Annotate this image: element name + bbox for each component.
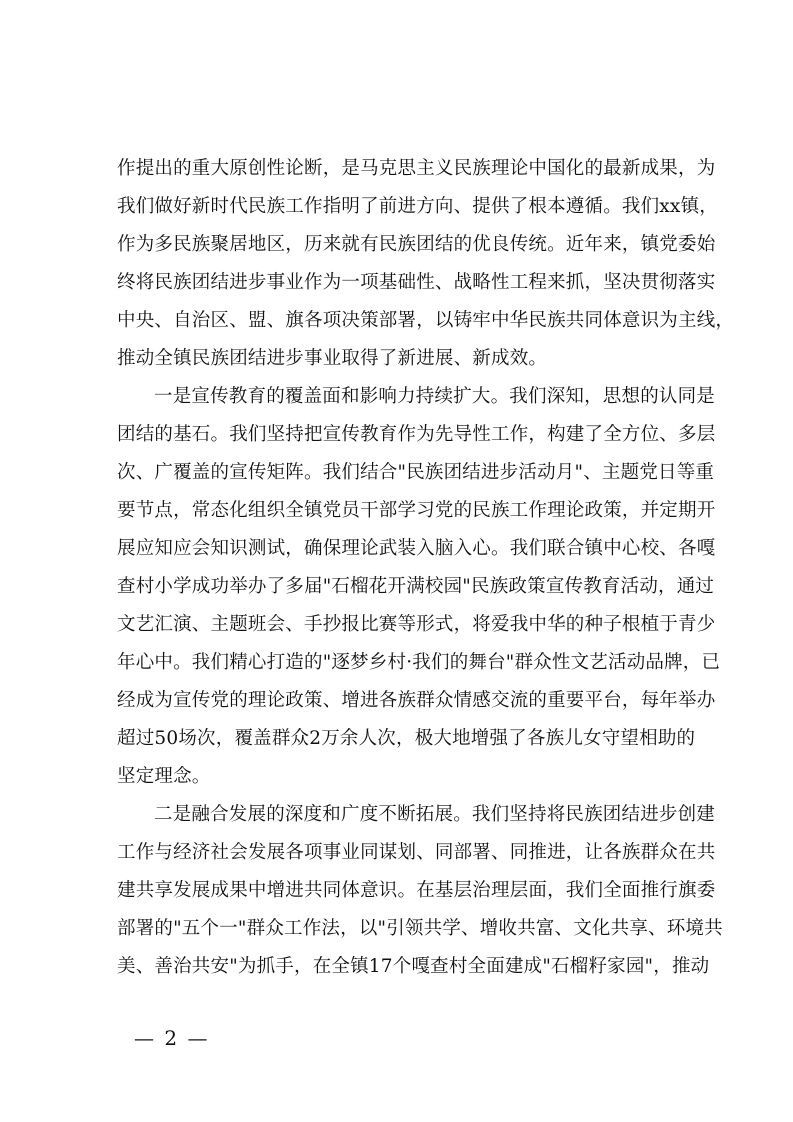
text-line: 建共享发展成果中增进共同体意识。在基层治理层面，我们全面推行旗委: [117, 880, 716, 901]
text-line: 团结的基石。我们坚持把宣传教育作为先导性工作，构建了全方位、多层: [117, 424, 716, 445]
text-line: 要节点，常态化组织全镇党员干部学习党的民族工作理论政策，并定期开: [117, 500, 716, 521]
text-line: 中央、自治区、盟、旗各项决策部署，以铸牢中华民族共同体意识为主线，: [117, 310, 735, 331]
paragraph-2: [117, 378, 721, 796]
document-body: [117, 150, 735, 986]
text-line: 次、广覆盖的宣传矩阵。我们结合"民族团结进步活动月"、主题党日等重: [117, 462, 715, 483]
text-line: 二是融合发展的深度和广度不断拓展。我们坚持将民族团结进步创建: [154, 804, 716, 825]
text-line: 超过50场次，覆盖群众2万余人次，极大地增强了各族儿女守望相助的: [117, 728, 696, 749]
paragraph-3: [117, 796, 723, 986]
text-line: 作为多民族聚居地区，历来就有民族团结的优良传统。近年来，镇党委始: [117, 234, 716, 255]
text-line: 美、善治共安"为抓手，在全镇17个嘎查村全面建成"石榴籽家园"，推动: [117, 956, 710, 977]
paragraph-1: [117, 150, 735, 378]
text-line: 坚定理念。: [117, 766, 211, 787]
text-line: 文艺汇演、主题班会、手抄报比赛等形式，将爱我中华的种子根植于青少: [117, 614, 716, 635]
text-line: 作提出的重大原创性论断，是马克思主义民族理论中国化的最新成果，为: [117, 158, 716, 179]
text-line: 经成为宣传党的理论政策、增进各族群众情感交流的重要平台，每年举办: [117, 690, 716, 711]
text-line: 终将民族团结进步事业作为一项基础性、战略性工程来抓，坚决贯彻落实: [117, 272, 716, 293]
text-line: 查村小学成功举办了多届"石榴花开满校园"民族政策宣传教育活动，通过: [117, 576, 715, 597]
text-line: 一是宣传教育的覆盖面和影响力持续扩大。我们深知，思想的认同是: [154, 386, 716, 407]
text-line: 工作与经济社会发展各项事业同谋划、同部署、同推进，让各族群众在共: [117, 842, 716, 863]
text-line: 部署的"五个一"群众工作法，以"引领共学、增收共富、文化共享、环境共: [117, 918, 723, 939]
text-line: 推动全镇民族团结进步事业取得了新进展、新成效。: [117, 348, 548, 369]
text-line: 我们做好新时代民族工作指明了前进方向、提供了根本遵循。我们xx镇，: [117, 196, 718, 217]
text-line: 年心中。我们精心打造的"逐梦乡村·我们的舞台"群众性文艺活动品牌，已: [117, 652, 721, 673]
page-number: — 2 —: [134, 1026, 210, 1050]
text-line: 展应知应会知识测试，确保理论武装入脑入心。我们联合镇中心校、各嘎: [117, 538, 716, 559]
